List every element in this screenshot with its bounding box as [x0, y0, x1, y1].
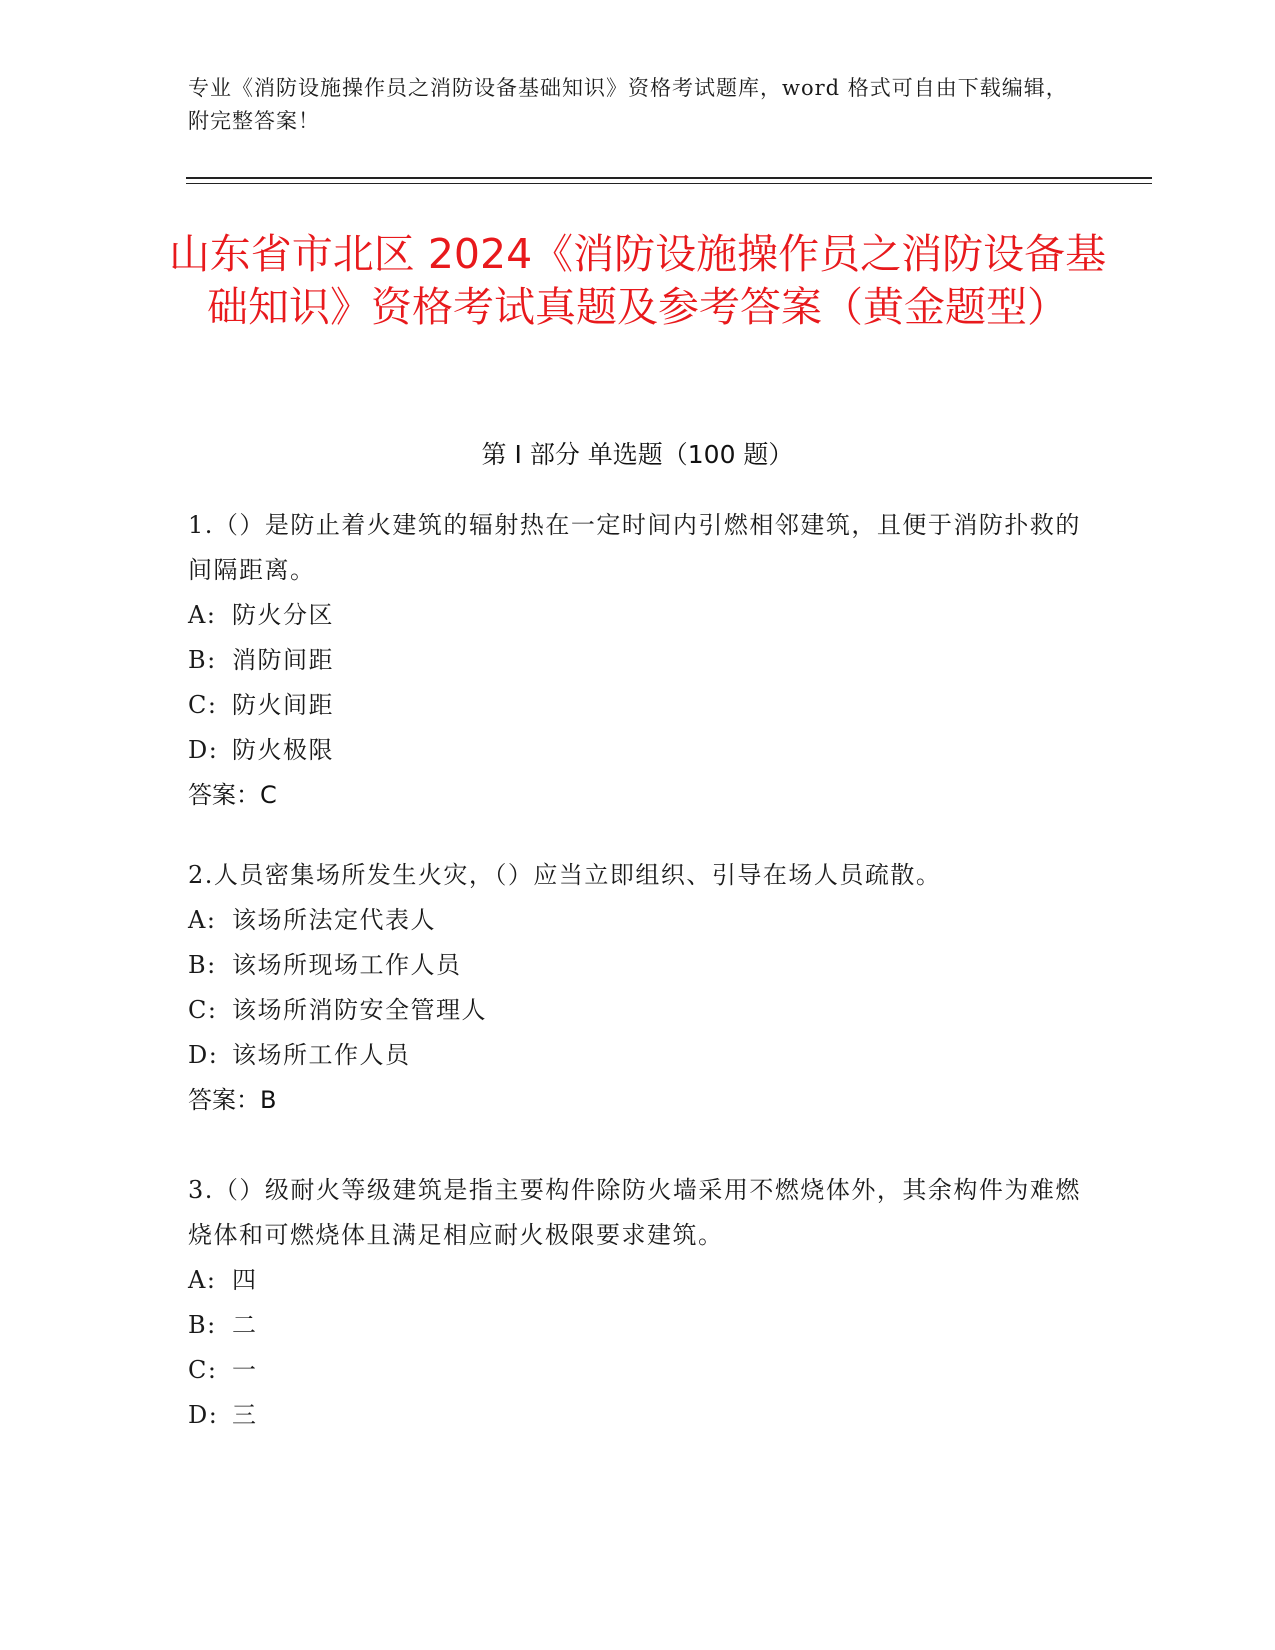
option-letter: D: — [188, 1401, 219, 1429]
option-a — [188, 1258, 1088, 1303]
option-text: 防火分区 — [232, 601, 334, 629]
option-d — [188, 1393, 1088, 1438]
option-text: 三 — [232, 1401, 258, 1429]
option-text: 该场所工作人员 — [232, 1041, 411, 1069]
section-heading: 第 I 部分 单选题（100 题） — [481, 440, 794, 469]
option-c — [188, 683, 1088, 728]
document-title: 山东省市北区 2024《消防设施操作员之消防设备基础知识》资格考试真题及参考答案（黄金题型） — [168, 230, 1107, 331]
option-letter: B: — [188, 951, 217, 979]
option-text: 该场所消防安全管理人 — [232, 996, 487, 1024]
option-b — [188, 1303, 1088, 1348]
option-letter: A: — [188, 1266, 217, 1294]
header-rule-thick — [186, 177, 1152, 179]
option-c — [188, 988, 1088, 1033]
option-text: 二 — [232, 1311, 258, 1339]
question-2 — [188, 853, 1088, 1123]
option-letter: B: — [188, 1311, 217, 1339]
question-stem: 3.（）级耐火等级建筑是指主要构件除防火墙采用不燃烧体外，其余构件为难燃烧体和可燃烧体且满足相应耐火极限要求建筑。 — [188, 1176, 1081, 1249]
option-text: 防火极限 — [232, 736, 334, 764]
answer-label: 答案：B — [188, 1086, 277, 1114]
option-letter: C: — [188, 1356, 218, 1384]
option-b — [188, 638, 1088, 683]
question-1 — [188, 503, 1088, 818]
option-letter: B: — [188, 646, 217, 674]
option-c — [188, 1348, 1088, 1393]
option-d — [188, 1033, 1088, 1078]
option-text: 消防间距 — [232, 646, 334, 674]
option-letter: D: — [188, 1041, 219, 1069]
header-note: 专业《消防设施操作员之消防设备基础知识》资格考试题库，word 格式可自由下载编辑，附完整答案！ — [188, 76, 1068, 133]
option-letter: A: — [188, 601, 217, 629]
answer-label: 答案：C — [188, 781, 277, 809]
question-stem: 2.人员密集场所发生火灾，（）应当立即组织、引导在场人员疏散。 — [188, 861, 942, 889]
option-text: 该场所现场工作人员 — [232, 951, 462, 979]
option-d — [188, 728, 1088, 773]
option-text: 一 — [232, 1356, 258, 1384]
option-a — [188, 898, 1088, 943]
option-a — [188, 593, 1088, 638]
option-letter: C: — [188, 691, 218, 719]
option-text: 四 — [232, 1266, 258, 1294]
option-letter: A: — [188, 906, 217, 934]
question-stem: 1.（）是防止着火建筑的辐射热在一定时间内引燃相邻建筑，且便于消防扑救的间隔距离。 — [188, 511, 1081, 584]
option-text: 该场所法定代表人 — [232, 906, 436, 934]
header-rule-thin — [186, 183, 1152, 184]
option-letter: C: — [188, 996, 218, 1024]
option-b — [188, 943, 1088, 988]
option-text: 防火间距 — [232, 691, 334, 719]
question-3 — [188, 1168, 1088, 1438]
option-letter: D: — [188, 736, 219, 764]
